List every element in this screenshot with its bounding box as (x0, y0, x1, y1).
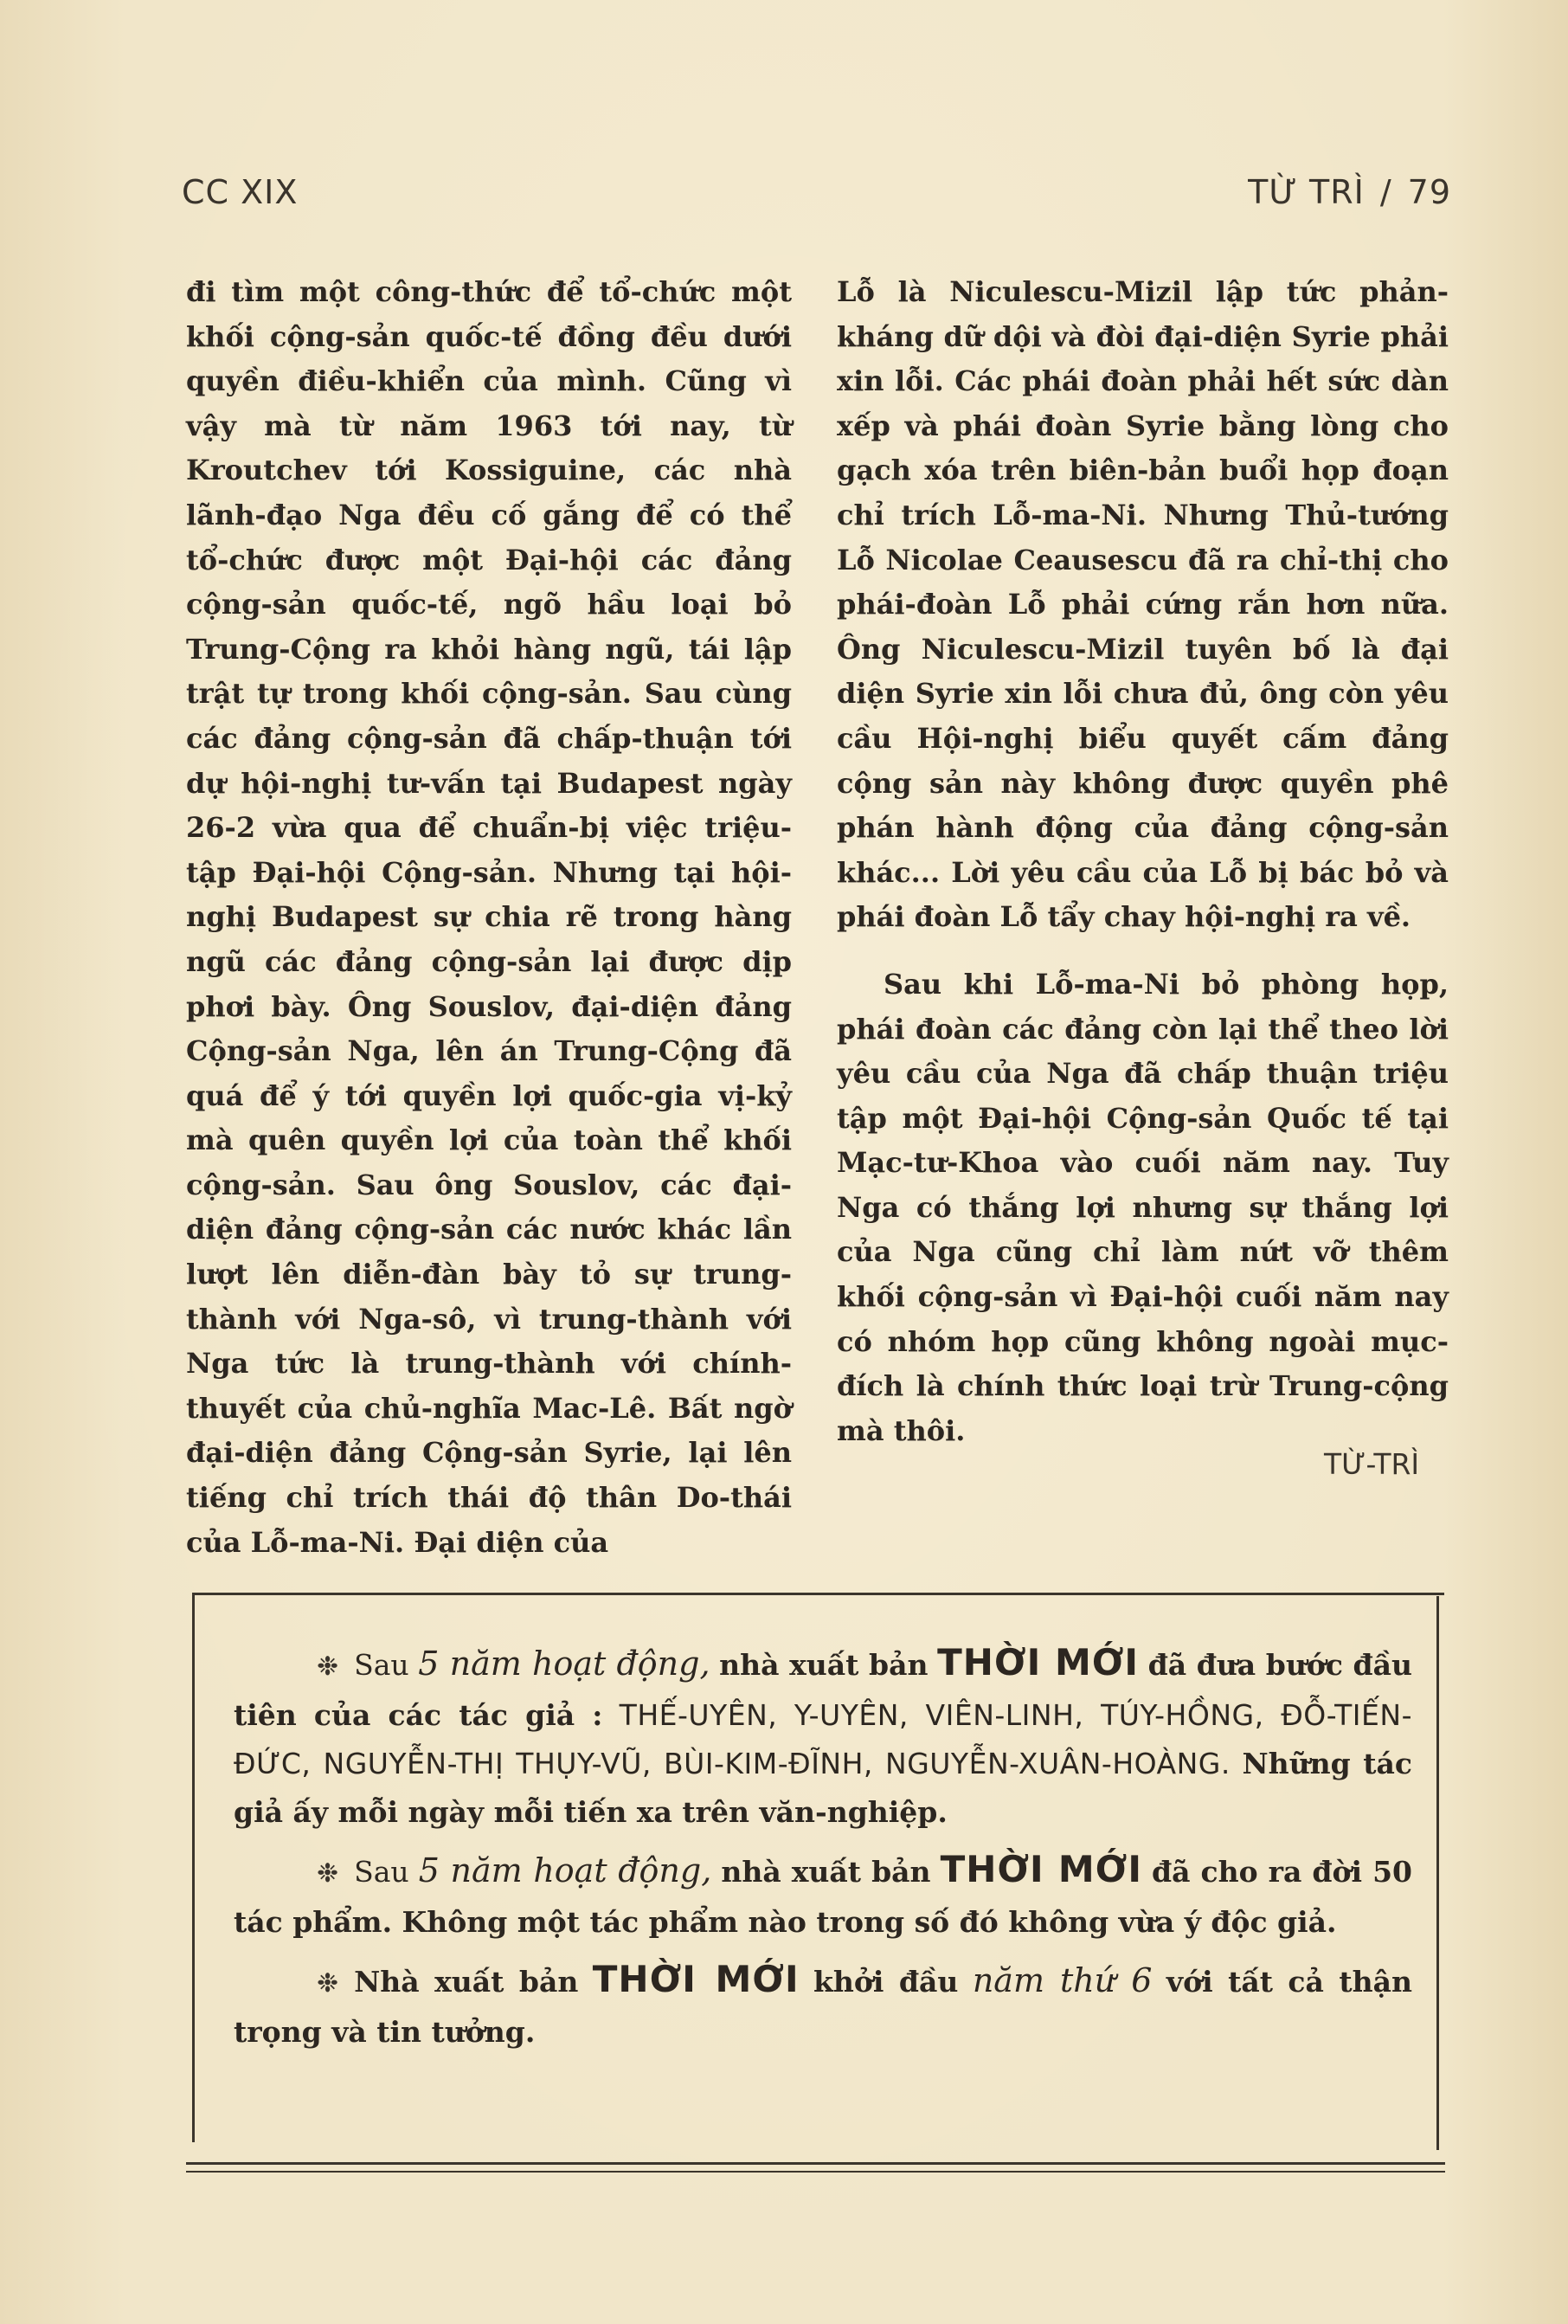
author-list: THẾ-UYÊN, Y-UYÊN, VIÊN-LINH, TÚY-HỒNG, ĐỖ-TIẾN-ĐỨC, NGUYỄN-THỊ THỤY-VŨ, BÙI-KIM-ĐĨNH, NGUYỄN-XUÂN-HOÀNG. (234, 1698, 1412, 1780)
header-separator: / (1379, 173, 1392, 211)
article-signature: TỪ-TRÌ (1324, 1447, 1420, 1481)
ad-box-bottom-rule (186, 2162, 1445, 2165)
ad-box-bottom-rule-2 (186, 2171, 1445, 2173)
article-paragraph: đi tìm một công-thức để tổ-chức một khối cộng-sản quốc-tế đồng đều dưới quyền điều-khiển của mình. Cũng vì vậy mà từ năm 1963 tới nay, từ Kroutchev tới Kossiguine, các nhà lãnh-đạo Nga đều cố gắng để có thể tổ-chức được một Đại-hội các đảng cộng-sản quốc-tế, ngõ hầu loại bỏ Trung-Cộng ra khỏi hàng ngũ, tái lập trật tự trong khối cộng-sản. Sau cùng các đảng cộng-sản đã chấp-thuận tới dự hội-nghị tư-vấn tại Budapest ngày 26-2 vừa qua để chuẩn-bị việc triệu-tập Đại-hội Cộng-sản. Nhưng tại hội-nghị Budapest sự chia rẽ trong hàng ngũ các đảng cộng-sản lại được dịp phơi bày. Ông Souslov, đại-diện đảng Cộng-sản Nga, lên án Trung-Cộng đã quá để ý tới quyền lợi quốc-gia vị-kỷ mà quên quyền lợi của toàn thể khối cộng-sản. Sau ông Souslov, các đại-diện đảng cộng-sản các nước khác lần lượt lên diễn-đàn bày tỏ sự trung-thành với Nga-sô, vì trung-thành với Nga tức là trung-thành với chính-thuyết của chủ-nghĩa Mac-Lê. Bất ngờ đại-diện đảng Cộng-sản Syrie, lại lên tiếng chỉ trích thái độ thân Do-thái của Lỗ-ma-Ni. Đại diện của (186, 275, 792, 1559)
publisher-ad (234, 1638, 1412, 2065)
star-icon: ❉ (317, 1968, 339, 1999)
section-label: CC XIX (182, 173, 299, 211)
ad-box-top-rule (192, 1593, 1444, 1595)
article-paragraph: Sau khi Lỗ-ma-Ni bỏ phòng họp, phái đoàn các đảng còn lại thể theo lời yêu cầu của Nga đã chấp thuận triệu tập một Đại-hội Cộng-sản Quốc tế tại Mạc-tư-Khoa vào cuối năm nay. Tuy Nga có thắng lợi nhưng sự thắng lợi của Nga cũng chỉ làm nứt vỡ thêm khối cộng-sản vì Đại-hội cuối năm nay có nhóm họp cũng không ngoài mục-đích là chính thức loại trừ Trung-cộng mà thôi. (837, 967, 1449, 1447)
ad-box-right-rule (1436, 1596, 1439, 2150)
star-icon: ❉ (317, 1858, 339, 1889)
article-left-column (186, 270, 792, 1565)
article-right-column (837, 270, 1449, 1453)
publisher-name: THỜI MỚI (592, 1958, 800, 2000)
ad-paragraph-3: ❉ Nhà xuất bản THỜI MỚI khởi đầu năm thứ 6 với tất cả thận trọng và tin tưởng. (234, 1958, 1412, 2049)
page-number: 79 (1407, 173, 1451, 211)
publisher-name: THỜI MỚI (937, 1641, 1140, 1683)
header-author: TỪ TRÌ (1248, 173, 1365, 211)
page-header (182, 173, 1451, 225)
header-right (1248, 173, 1451, 211)
ad-paragraph-2: ❉ Sau 5 năm hoạt động, nhà xuất bản THỜI MỚI đã cho ra đời 50 tác phẩm. Không một tác phẩm nào trong số đó không vừa ý độc giả. (234, 1848, 1412, 1939)
publisher-name: THỜI MỚI (940, 1848, 1142, 1890)
article-paragraph: Lỗ là Niculescu-Mizil lập tức phản-kháng dữ dội và đòi đại-diện Syrie phải xin lỗi. Các phái đoàn phải hết sức dàn xếp và phái đoàn Syrie bằng lòng cho gạch xóa trên biên-bản buổi họp đoạn chỉ trích Lỗ-ma-Ni. Nhưng Thủ-tướng Lỗ Nicolae Ceausescu đã ra chỉ-thị cho phái-đoàn Lỗ phải cứng rắn hơn nữa. Ông Niculescu-Mizil tuyên bố là đại diện Syrie xin lỗi chưa đủ, ông còn yêu cầu Hội-nghị biểu quyết cấm đảng cộng sản này không được quyền phê phán hành động của đảng cộng-sản khác... Lời yêu cầu của Lỗ bị bác bỏ và phái đoàn Lỗ tẩy chay hội-nghị ra về. (837, 275, 1449, 934)
ad-box-left-rule (192, 1593, 195, 2142)
ad-paragraph-1: ❉ Sau 5 năm hoạt động, nhà xuất bản THỜI MỚI đã đưa bước đầu tiên của các tác giả : THẾ-UYÊN, Y-UYÊN, VIÊN-LINH, TÚY-HỒNG, ĐỖ-TIẾN-ĐỨC, NGUYỄN-THỊ THỤY-VŨ, BÙI-KIM-ĐĨNH, NGUYỄN-XUÂN-HOÀNG. Những tác giả ấy mỗi ngày mỗi tiến xa trên văn-nghiệp. (234, 1641, 1412, 1829)
star-icon: ❉ (317, 1651, 339, 1682)
